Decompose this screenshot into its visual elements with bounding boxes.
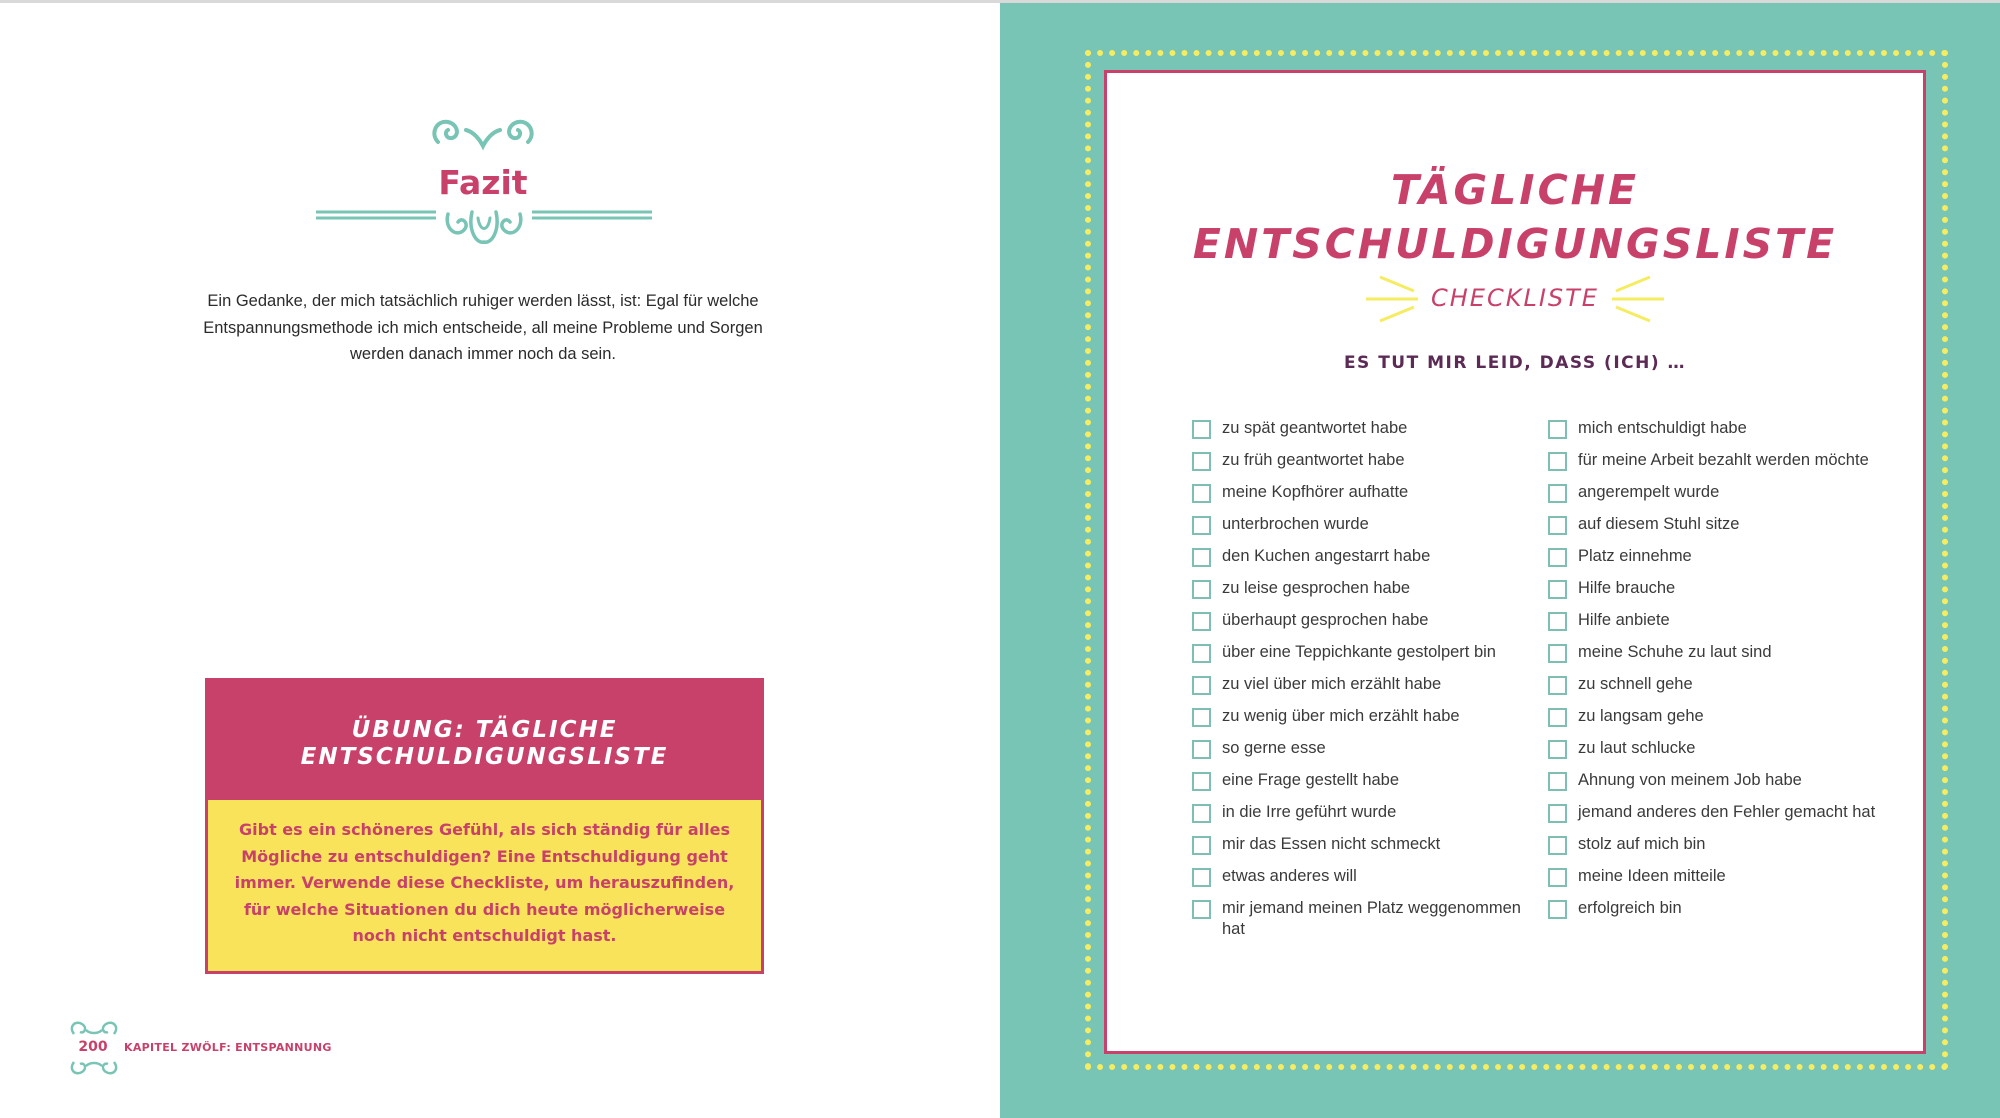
checkbox[interactable] [1192,516,1211,535]
checkbox[interactable] [1548,804,1567,823]
checklist-item-label: den Kuchen angestarrt habe [1222,547,1431,565]
checklist-item[interactable] [1192,674,1522,706]
checklist-item[interactable] [1192,866,1522,898]
checklist-card [1104,70,1926,1054]
checklist-item[interactable] [1548,642,1888,674]
checklist-item[interactable] [1548,674,1888,706]
checklist-item[interactable] [1192,770,1522,802]
checklist-item[interactable] [1548,418,1888,450]
checklist-item[interactable] [1548,802,1888,834]
checkbox[interactable] [1192,868,1211,887]
checkbox[interactable] [1548,612,1567,631]
checklist-item[interactable] [1192,642,1522,674]
checklist-item-label: Hilfe anbiete [1578,611,1670,629]
checklist-item-label: mich entschuldigt habe [1578,419,1747,437]
checklist-item[interactable] [1548,450,1888,482]
checkbox[interactable] [1548,452,1567,471]
checkbox[interactable] [1548,484,1567,503]
section-title: Fazit [438,163,528,202]
checklist-item[interactable] [1192,802,1522,834]
checkbox[interactable] [1548,516,1567,535]
divider-ornament-icon [316,198,652,250]
checklist-item-label: angerempelt wurde [1578,483,1720,501]
checklist-item-label: mir das Essen nicht schmeckt [1222,835,1441,853]
checklist-item-label: so gerne esse [1222,739,1326,757]
checklist-column-2 [1548,418,1888,930]
checklist-column-1 [1192,418,1522,940]
checklist-item-label: eine Frage gestellt habe [1222,771,1400,789]
checklist-item-label: meine Schuhe zu laut sind [1578,643,1772,661]
conclusion-text: Ein Gedanke, der mich tatsächlich ruhiger werden lässt, ist: Egal für welche Entspannungsmethode ich mich entscheide, all meine Probleme und Sorgen werden danach immer noch da sein. [203,292,763,363]
checklist-item[interactable] [1548,706,1888,738]
checklist-item[interactable] [1548,482,1888,514]
checklist-item-label: mir jemand meinen Platz weggenommen hat [1222,899,1521,938]
checkbox[interactable] [1192,900,1211,919]
checkbox[interactable] [1192,836,1211,855]
checklist-item[interactable] [1548,578,1888,610]
checklist-item[interactable] [1192,578,1522,610]
checklist-item-label: auf diesem Stuhl sitze [1578,515,1740,533]
checkbox[interactable] [1192,644,1211,663]
checklist-item[interactable] [1192,418,1522,450]
checkbox[interactable] [1548,740,1567,759]
checkbox[interactable] [1192,740,1211,759]
exercise-heading-line-2: ENTSCHULDIGUNGSLISTE [300,743,669,770]
checklist-item-label: erfolgreich bin [1578,899,1682,917]
checklist-item-label: Platz einnehme [1578,547,1692,565]
checklist-item-label: jemand anderes den Fehler gemacht hat [1578,803,1876,821]
checklist-item[interactable] [1192,514,1522,546]
checklist-item-label: zu langsam gehe [1578,707,1704,725]
checklist-subtitle: CHECKLISTE [1431,284,1599,312]
checklist-item[interactable] [1192,898,1522,940]
checklist-item-label: über eine Teppichkante gestolpert bin [1222,643,1496,661]
checklist-item-label: meine Ideen mitteile [1578,867,1726,885]
checklist-item-label: stolz auf mich bin [1578,835,1706,853]
checkbox[interactable] [1548,772,1567,791]
checklist-item[interactable] [1548,770,1888,802]
checklist-item-label: meine Kopfhörer aufhatte [1222,483,1409,501]
checklist-item[interactable] [1192,546,1522,578]
checklist-title-line-1: TÄGLICHE [1391,166,1639,214]
checklist-item-label: in die Irre geführt wurde [1222,803,1397,821]
checklist-item[interactable] [1548,898,1888,930]
checkbox[interactable] [1192,580,1211,599]
checklist-item-label: überhaupt gesprochen habe [1222,611,1429,629]
checkbox[interactable] [1548,580,1567,599]
checklist-item-label: zu früh geantwortet habe [1222,451,1405,469]
checklist-item[interactable] [1192,610,1522,642]
checkbox[interactable] [1192,548,1211,567]
checklist-item[interactable] [1192,450,1522,482]
checklist-item[interactable] [1548,866,1888,898]
checkbox[interactable] [1548,900,1567,919]
subtitle-row [1364,271,1666,327]
checklist-item-label: zu wenig über mich erzählt habe [1222,707,1460,725]
checklist-item-label: zu laut schlucke [1578,739,1696,757]
checklist-item[interactable] [1548,738,1888,770]
checkbox[interactable] [1192,804,1211,823]
checkbox[interactable] [1192,420,1211,439]
checklist-item[interactable] [1548,610,1888,642]
chapter-title: KAPITEL ZWÖLF: ENTSPANNUNG [124,1041,332,1054]
exercise-heading-line-1: ÜBUNG: TÄGLICHE [351,716,618,743]
exercise-box [205,678,764,974]
checklist-item-label: etwas anderes will [1222,867,1357,885]
checklist-item[interactable] [1548,546,1888,578]
checkbox[interactable] [1548,644,1567,663]
checklist-item[interactable] [1548,834,1888,866]
checklist-item-label: zu spät geantwortet habe [1222,419,1408,437]
checkbox[interactable] [1548,708,1567,727]
checkbox[interactable] [1548,836,1567,855]
checkbox[interactable] [1192,484,1211,503]
exercise-heading [208,681,761,800]
checkbox[interactable] [1548,868,1567,887]
checkbox[interactable] [1192,452,1211,471]
checklist-title [1107,163,1923,271]
checklist-item-label: zu viel über mich erzählt habe [1222,675,1442,693]
checklist-item-label: für meine Arbeit bezahlt werden möchte [1578,451,1869,469]
page-number: 200 [78,1039,108,1055]
checklist-item[interactable] [1192,834,1522,866]
checklist-item[interactable] [1192,738,1522,770]
checklist-item-label: Ahnung von meinem Job habe [1578,771,1802,789]
swirl-ornament-icon [430,112,536,152]
checklist-item-label: unterbrochen wurde [1222,515,1369,533]
checklist-intro: ES TUT MIR LEID, DASS (ICH) … [1343,353,1687,373]
checkbox[interactable] [1192,612,1211,631]
checklist-item-label: zu leise gesprochen habe [1222,579,1411,597]
checkbox[interactable] [1548,676,1567,695]
checkbox[interactable] [1548,548,1567,567]
checklist-title-line-2: ENTSCHULDIGUNGSLISTE [1192,220,1838,268]
checklist-item[interactable] [1548,514,1888,546]
checklist-item-label: zu schnell gehe [1578,675,1693,693]
checkbox[interactable] [1192,772,1211,791]
checkbox[interactable] [1192,708,1211,727]
checkbox[interactable] [1548,420,1567,439]
checkbox[interactable] [1192,676,1211,695]
checklist-item[interactable] [1192,482,1522,514]
checklist-item-label: Hilfe brauche [1578,579,1676,597]
checklist-item[interactable] [1192,706,1522,738]
exercise-text: Gibt es ein schöneres Gefühl, als sich ständig für alles Mögliche zu entschuldigen? Eine Entschuldigung geht immer. Verwende diese Checkliste, um herauszufinden, für welche Situationen du dich heute möglicherweise noch nicht entschuldigt hast. [234,820,735,945]
